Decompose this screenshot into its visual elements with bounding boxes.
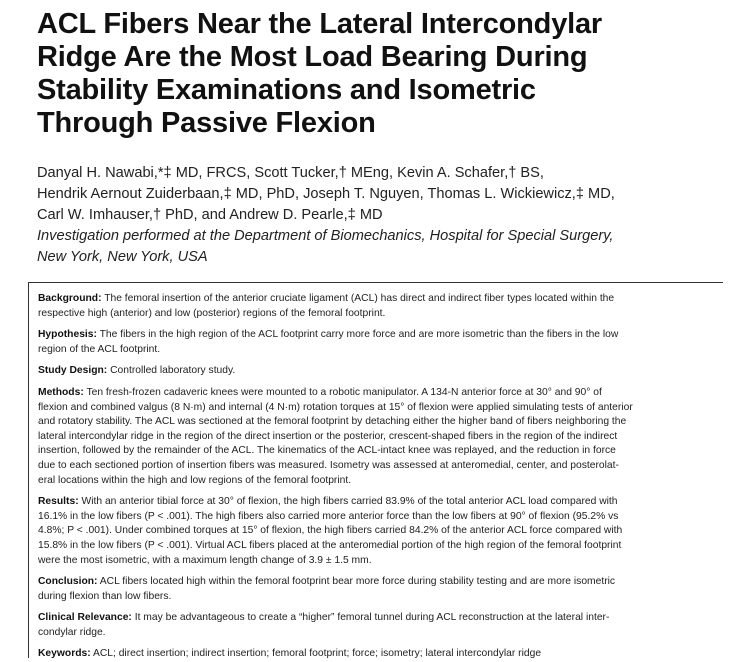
abstract-keywords <box>38 647 723 662</box>
institution-line: New York, New York, USA <box>37 249 208 265</box>
section-text: condylar ridge. <box>38 626 106 638</box>
section-text: The femoral insertion of the anterior cruciate ligament (ACL) has direct and indirect fiber types located within the <box>101 293 615 304</box>
title-line: Ridge Are the Most Load Bearing During <box>37 41 588 73</box>
author-block <box>37 163 727 268</box>
section-label: Study Design: <box>38 365 108 377</box>
section-text: due to each sectioned portion of insertion fibers was measured. Isometry was assessed at anteromedial, center, and posterolat- <box>38 459 619 471</box>
abstract-study-design <box>38 364 723 379</box>
section-label: Methods: <box>38 386 84 398</box>
section-text: region of the ACL footprint. <box>38 343 161 355</box>
title-line: Stability Examinations and Isometric <box>37 74 536 106</box>
section-text: were the most isometric, with a maximum length change of 3.9 ± 1.5 mm. <box>38 554 372 566</box>
section-text: flexion and combined valgus (8 N·m) and internal (4 N·m) rotation torques at 15° of flexion were applied simulating tests of anterior <box>38 401 633 413</box>
paper-title <box>37 8 717 140</box>
section-text: eral locations within the high and low regions of the femoral footprint. <box>38 474 352 486</box>
section-label: Clinical Relevance: <box>38 612 132 624</box>
abstract-methods <box>38 386 723 488</box>
institution-line: Investigation performed at the Department of Biomechanics, Hospital for Special Surgery, <box>37 228 614 244</box>
section-label: Hypothesis: <box>38 329 97 341</box>
section-label: Results: <box>38 496 79 508</box>
section-text: 15.8% in the low fibers (P < .001). Virtual ACL fibers placed at the anteromedial portion of the high region of the femoral footprint <box>38 539 622 551</box>
abstract-clinical-relevance <box>38 611 723 640</box>
abstract-results <box>38 495 723 568</box>
title-line: Through Passive Flexion <box>37 107 376 139</box>
section-text: insertion, followed by the remainder of the ACL. The kinematics of the ACL-intact knee was replayed, and the reduction in force <box>38 445 616 457</box>
section-text: 4.8%; P < .001). Under combined torques at 15° of flexion, the high fibers carried 84.2% of the anterior ACL force compared with <box>38 525 623 537</box>
section-text: respective high (anterior) and low (posterior) regions of the femoral footprint. <box>38 307 386 319</box>
abstract-conclusion <box>38 575 723 604</box>
section-text: It may be advantageous to create a “higher” femoral tunnel during ACL reconstruction at the lateral inter- <box>131 612 610 624</box>
section-text: Controlled laboratory study. <box>107 365 236 377</box>
section-text: during flexion than low fibers. <box>38 590 172 602</box>
abstract-background <box>38 292 723 321</box>
section-text: Ten fresh-frozen cadaveric knees were mounted to a robotic manipulator. A 134-N anterior force at 30° and 90° of <box>83 386 602 398</box>
section-label: Background: <box>38 293 102 304</box>
section-label: Conclusion: <box>38 576 98 588</box>
section-text: lateral intercondylar ridge in the region of the direct insertion or the posterior, crescent-shaped fibers in the region of the indirect <box>38 430 618 442</box>
author-line: Danyal H. Nawabi,*‡ MD, FRCS, Scott Tucker,† MEng, Kevin A. Schafer,† BS, <box>37 165 544 181</box>
abstract-hypothesis <box>38 328 723 357</box>
section-label: Keywords: <box>38 648 91 660</box>
section-text: The fibers in the high region of the ACL footprint carry more force and are more isometric than the fibers in the low <box>96 329 619 341</box>
author-line: Carl W. Imhauser,† PhD, and Andrew D. Pearle,‡ MD <box>37 207 383 223</box>
section-text: ACL; direct insertion; indirect insertion; femoral footprint; force; isometry; lateral intercondylar ridge <box>90 648 542 660</box>
section-text: With an anterior tibial force at 30° of flexion, the high fibers carried 83.9% of the total anterior ACL load compared with <box>78 496 618 508</box>
title-line: ACL Fibers Near the Lateral Intercondylar <box>37 8 602 40</box>
section-text: and rotatory stability. The ACL was sectioned at the femoral footprint by detaching either the higher band of fibers neighboring the <box>38 416 627 428</box>
section-text: 16.1% in the low fibers (P < .001). The high fibers also carried more anterior force than the low fibers at 90° of flexion (95.2% vs <box>38 510 619 522</box>
author-line: Hendrik Aernout Zuiderbaan,‡ MD, PhD, Joseph T. Nguyen, Thomas L. Wickiewicz,‡ MD, <box>37 186 615 202</box>
abstract-box <box>28 282 723 658</box>
section-text: ACL fibers located high within the femoral footprint bear more force during stability testing and are more isometric <box>97 576 616 588</box>
